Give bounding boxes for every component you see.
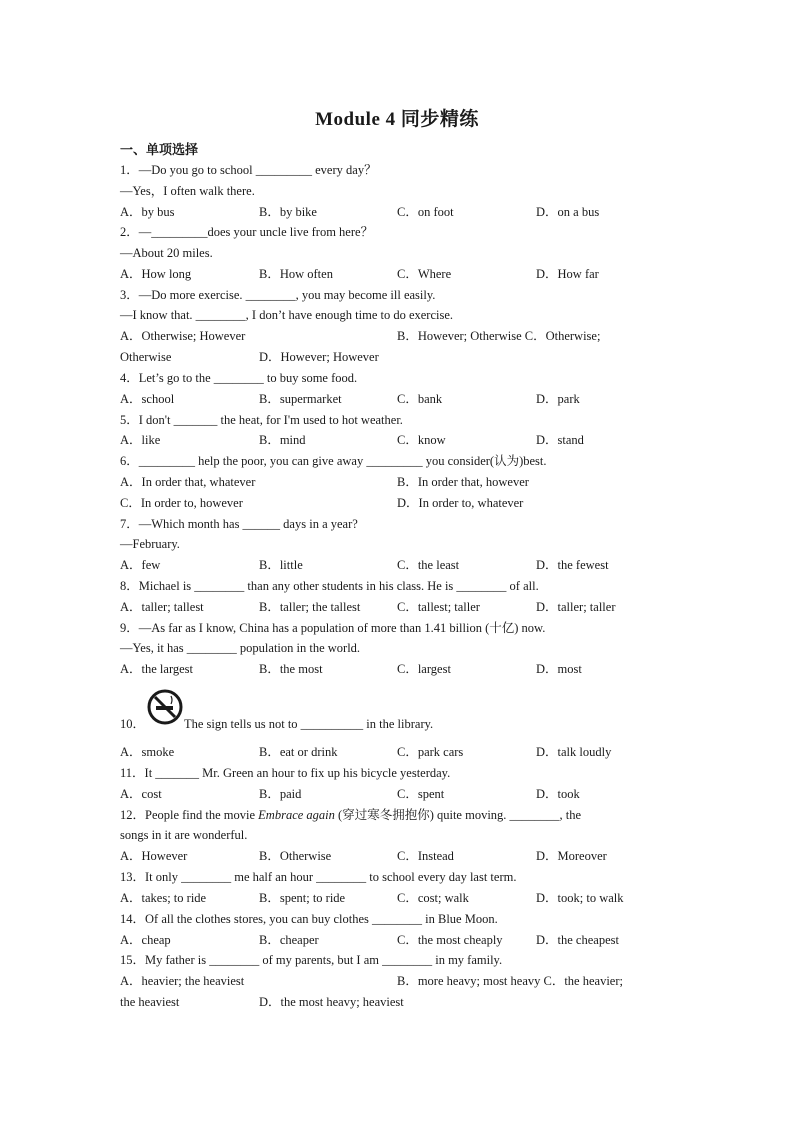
option-8a: A．taller; tallest (120, 600, 204, 614)
option-10d: D．talk loudly (536, 745, 612, 759)
question-12-text-1: 12．People find the movie (120, 808, 259, 822)
option-4d: D．park (536, 392, 580, 406)
question-12-text-2: (穿过寒冬拥抱你) quite moving. ________, the (334, 808, 582, 822)
option-6a: A．In order that, whatever (120, 475, 256, 489)
option-4a: A．school (120, 392, 175, 406)
option-13b: B．spent; to ride (259, 891, 346, 905)
option-10a: A．smoke (120, 745, 175, 759)
movie-title: Embrace again (258, 808, 335, 822)
option-6b: B．In order that, however (397, 475, 529, 489)
question-4: 4．Let’s go to the ________ to buy some food. (120, 371, 358, 385)
question-12-continued: songs in it are wonderful. (120, 828, 248, 842)
option-14a: A．cheap (120, 933, 171, 947)
option-2b: B．How often (259, 267, 333, 281)
question-15: 15．My father is ________ of my parents, but I am ________ in my family. (120, 953, 503, 967)
option-1d: D．on a bus (536, 205, 600, 219)
option-13d: D．took; to walk (536, 891, 624, 905)
question-7-answer-line: —February. (120, 537, 180, 551)
option-7b: B．little (259, 558, 303, 572)
option-1c: C．on foot (397, 205, 454, 219)
option-5a: A．like (120, 433, 161, 447)
option-11a: A．cost (120, 787, 162, 801)
question-12 (120, 808, 581, 822)
option-9c: C．largest (397, 662, 451, 676)
option-8d: D．taller; taller (536, 600, 616, 614)
section-heading: 一、单项选择 (120, 143, 199, 158)
option-11b: B．paid (259, 787, 302, 801)
page-title: Module 4 同步精练 (315, 109, 479, 130)
option-7a: A．few (120, 558, 161, 572)
option-3d: D．However; However (259, 350, 379, 364)
question-11: 11．It _______ Mr. Green an hour to fix up his bicycle yesterday. (120, 766, 451, 780)
question-9: 9．—As far as I know, China has a population of more than 1.41 billion (十亿) now. (120, 621, 546, 635)
question-13: 13．It only ________ me half an hour ________ to school every day last term. (120, 870, 517, 884)
question-2: 2．—_________does your uncle live from here？ (120, 225, 374, 239)
option-7c: C．the least (397, 558, 460, 572)
option-3b-3c: B．However; Otherwise C．Otherwise; (397, 329, 601, 343)
option-3c-continued: Otherwise (120, 350, 172, 364)
option-12d: D．Moreover (536, 849, 607, 863)
question-3: 3．—Do more exercise. ________, you may become ill easily. (120, 288, 436, 302)
question-14: 14．Of all the clothes stores, you can buy clothes ________ in Blue Moon. (120, 912, 498, 926)
option-8c: C．tallest; taller (397, 600, 480, 614)
option-3a: A．Otherwise; However (120, 329, 246, 343)
option-14b: B．cheaper (259, 933, 319, 947)
option-8b: B．taller; the tallest (259, 600, 361, 614)
option-12b: B．Otherwise (259, 849, 332, 863)
option-2d: D．How far (536, 267, 599, 281)
question-5: 5．I don't _______ the heat, for I'm used to hot weather. (120, 413, 403, 427)
option-5d: D．stand (536, 433, 584, 447)
question-8: 8．Michael is ________ than any other students in his class. He is ________ of all. (120, 579, 539, 593)
option-9d: D．most (536, 662, 582, 676)
option-2c: C．Where (397, 267, 452, 281)
question-2-answer-line: —About 20 miles. (120, 246, 213, 260)
option-4c: C．bank (397, 392, 443, 406)
question-6: 6．_________ help the poor, you can give away _________ you consider(认为)best. (120, 454, 547, 468)
option-13c: C．cost; walk (397, 891, 469, 905)
option-5b: B．mind (259, 433, 306, 447)
option-4b: B．supermarket (259, 392, 342, 406)
option-5c: C．know (397, 433, 446, 447)
option-14c: C．the most cheaply (397, 933, 503, 947)
question-1-answer-line: —Yes，I often walk there. (120, 184, 255, 198)
question-3-answer-line: —I know that. ________, I don’t have enough time to do exercise. (120, 308, 454, 322)
option-2a: A．How long (120, 267, 192, 281)
option-6d: D．In order to, whatever (397, 496, 524, 510)
option-9a: A．the largest (120, 662, 194, 676)
question-10: The sign tells us not to __________ in the library. (184, 717, 434, 731)
question-9-answer-line: —Yes, it has ________ population in the world. (120, 641, 361, 655)
option-1a: A．by bus (120, 205, 175, 219)
option-10b: B．eat or drink (259, 745, 338, 759)
question-7: 7．—Which month has ______ days in a year? (120, 517, 358, 531)
option-12c: C．Instead (397, 849, 454, 863)
option-1b: B．by bike (259, 205, 317, 219)
no-smoking-sign-icon (147, 689, 183, 725)
option-15a: A．heavier; the heaviest (120, 974, 245, 988)
option-12a: A．However (120, 849, 188, 863)
option-9b: B．the most (259, 662, 323, 676)
option-7d: D．the fewest (536, 558, 609, 572)
option-10c: C．park cars (397, 745, 464, 759)
option-11d: D．took (536, 787, 580, 801)
option-15d: D．the most heavy; heaviest (259, 995, 404, 1009)
option-6c: C．In order to, however (120, 496, 243, 510)
option-15c-continued: the heaviest (120, 995, 180, 1009)
option-14d: D．the cheapest (536, 933, 619, 947)
option-11c: C．spent (397, 787, 445, 801)
option-15b-15c: B．more heavy; most heavy C．the heavier; (397, 974, 623, 988)
question-1: 1．—Do you go to school _________ every day？ (120, 163, 377, 177)
option-13a: A．takes; to ride (120, 891, 207, 905)
question-10-number: 10． (120, 717, 146, 731)
